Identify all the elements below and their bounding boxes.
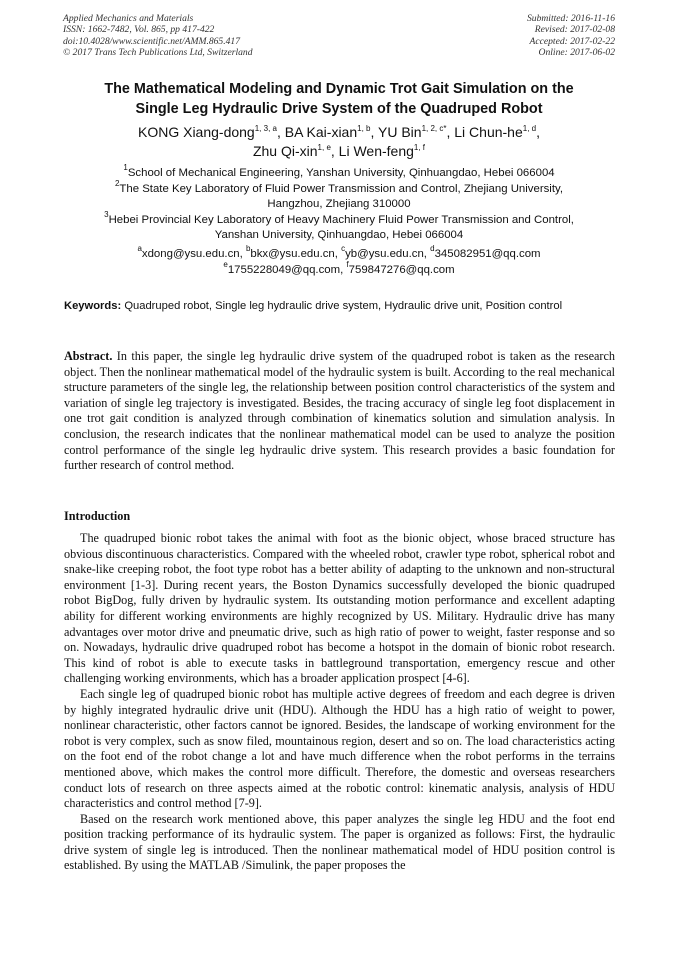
email: xdong@ysu.edu.cn, [141,248,243,260]
affil-text: School of Mechanical Engineering, Yanshan University, Qinhuangdao, Hebei 066004 [127,167,555,179]
affiliation-3 [40,209,638,229]
email: bkx@ysu.edu.cn, [250,248,338,260]
author-affil-sup: 1, 2, c* [421,124,447,133]
email-sup: e [223,260,228,269]
author-list [40,123,638,161]
journal-doi: doi:10.4028/www.scientific.net/AMM.865.417 [63,35,241,47]
intro-paragraph-2: Each single leg of quadruped bionic robot has multiple active degrees of freedom and each degree is driven by highly integrated hydraulic drive unit (HDU). Although the HDU has a high ratio of weight to power, nonlinear characteristic, other factors cannot be ignored. Besides, the landscape of working environment for the robot is very complex, such as snow filed, mountainous region, desert and so on. The load characteristics acting on the foot end of the robot change a lot and have much difference when the robot performs in the terrains mentioned above, which makes the control more difficult. Therefore, the domestic and overseas researchers conduct lots of research on three aspects aimed at the robotic control: kinematic analysis, analysis of HDU characteristics and control method [7-9]. [64,686,615,811]
author-name: YU Bin [378,124,422,140]
email-sup: a [137,244,142,253]
paper-title [40,80,638,119]
journal-issn: ISSN: 1662-7482, Vol. 865, pp 417-422 [63,24,215,36]
author-affil-sup: 1, 3, a [254,124,277,133]
abstract-label: Abstract. [64,349,113,363]
email-line-2 [40,262,638,278]
author-line-2: Zhu Qi-xin$^{1, e}$, Li Wen-feng$^{1, f}$ [252,143,426,159]
affiliation-1 [40,163,638,182]
date-online: Online: 2017-06-02 [538,46,615,58]
journal-copyright: © 2017 Trans Tech Publications Ltd, Switzerland [63,46,253,58]
introduction-body [64,531,615,874]
email-sup: c [341,244,346,253]
date-accepted: Accepted: 2017-02-22 [529,35,615,47]
affil-text: The State Key Laboratory of Fluid Power Transmission and Control, Zhejiang University, [119,182,564,195]
affil-number: 1 [123,163,128,172]
title-line-2: Single Leg Hydraulic Drive System of the Quadruped Robot [135,100,543,117]
abstract [64,349,615,474]
journal-name: Applied Mechanics and Materials [63,13,194,24]
author-name: Li Wen-feng [338,143,414,159]
email: yb@ysu.edu.cn, [345,248,427,260]
affiliation-2 [40,178,638,198]
section-heading-introduction: Introduction [64,509,131,523]
email-sup: f [346,260,349,269]
author-name: Li Chun-he [454,124,523,140]
email: 759847276@qq.com [348,264,455,276]
author-affil-sup: 1, f [413,143,426,152]
affil-number: 2 [114,178,120,188]
email-line-1 [40,246,638,262]
affiliation-3-cont: Yanshan University, Qinhuangdao, Hebei 066004 [214,229,464,241]
email-sup: d [430,244,435,253]
affil-number: 3 [104,209,109,219]
date-submitted: Submitted: 2016-11-16 [526,13,615,24]
keywords-label: Keywords: [64,300,122,312]
keywords [64,298,615,314]
author-affil-sup: 1, d [522,124,537,133]
journal-header-right [527,13,615,58]
author-affil-sup: 1, e [317,143,331,152]
affil-text: Hebei Provincial Key Laboratory of Heavy Machinery Fluid Power Transmission and Control, [108,213,574,226]
author-affil-sup: 1, b [357,124,371,133]
affiliations [40,163,638,244]
abstract-text: In this paper, the single leg hydraulic drive system of the quadruped robot is taken as the research object. Then the nonlinear mathematical model of the hydraulic system is built. According to the real mechanical structure parameters of the single leg, the relationship between position control characteristics of the system and variation of single leg trajectory is investigated. Besides, the tracing accuracy of single leg foot displacement in one trot gait condition is analyzed through combination of kinematics solution and simulation analysis. In conclusion, the research indicates that the nonlinear mathematical model can be used to analyze the position control performance of the single leg hydraulic drive system. This research provides a basic foundation for further research of control method. [64,349,615,473]
intro-paragraph-1: The quadruped bionic robot takes the animal with foot as the bionic object, whose braced structure has obvious discontinuous characteristics. Compared with the wheeled robot, crawler type robot, spherical robot and snake-like creeping robot, the foot type robot has a better ability of adapting to the unknown and non-structural environment [1-3]. During recent years, the Boston Dynamics successfully developed the bionic quadruped robot BigDog, fully driven by hydraulic system. Its outstanding motion performance and excellent adapting ability for different working environments are highly recognized by US. Military. Hydraulic drive has many advantages over motor drive and pneumatic drive, such as high ratio of power to weight, faster response and so on. Nowadays, hydraulic drive quadruped robot has become a hotspot in the domain of bionic robot research. This kind of robot is able to execute tasks in battleground transportation, emergency rescue and other challenging working environments, which has a broader application prospect [4-6]. [64,531,615,686]
author-name: Zhu Qi-xin [252,143,318,159]
keywords-text: Quadruped robot, Single leg hydraulic drive system, Hydraulic drive unit, Position control [124,300,563,312]
author-line-1: KONG Xiang-dong$^{1, 3, a}$, BA Kai-xian$^{1, b}$, YU Bin$^{1, 2, c*}$, Li Chun-he$^{1, d}$, [137,124,540,140]
email-sup: b [245,244,251,253]
author-name: KONG Xiang-dong [137,124,255,140]
email: 1755228049@qq.com, [227,264,344,276]
author-name: BA Kai-xian [284,124,358,140]
affiliation-2-cont: Hangzhou, Zhejiang 310000 [267,198,411,210]
author-emails [40,246,638,278]
journal-header-left [63,13,253,58]
email: 345082951@qq.com [434,248,541,260]
title-line-1: The Mathematical Modeling and Dynamic Trot Gait Simulation on the [104,81,574,97]
date-revised: Revised: 2017-02-08 [534,24,615,36]
intro-paragraph-3: Based on the research work mentioned above, this paper analyzes the single leg HDU and the foot end position tracking performance of its hydraulic system. The paper is organized as follows: First, the hydraulic drive system of single leg is introduced. Then the nonlinear mathematical model of HDU position control is established. By using the MATLAB /Simulink, the paper proposes the [64,811,615,873]
